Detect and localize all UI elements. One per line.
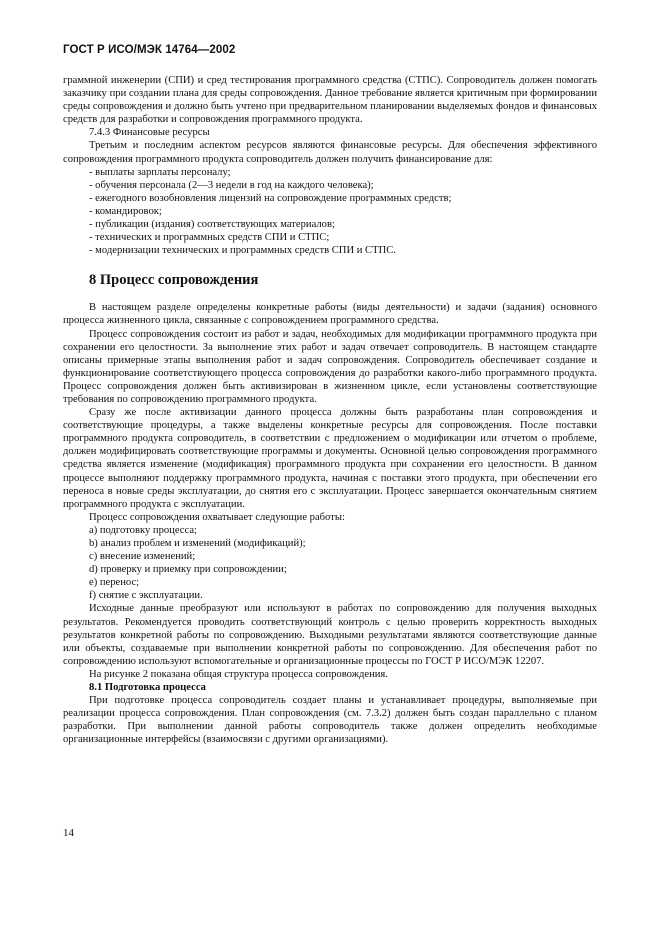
page-number: 14 [63,827,74,839]
document-header: ГОСТ Р ИСО/МЭК 14764—2002 [63,44,236,56]
list-item: а) подготовку процесса; [89,524,197,536]
finance-list [63,166,597,258]
list-item: - выплаты зарплаты персоналу; [89,166,231,178]
list-item: - публикации (издания) соответствующих материалов; [89,219,335,231]
continued-paragraph: граммной инженерии (СПИ) и сред тестирования программного средства (СТПС). Сопроводитель должен помогать заказчику при создании плана для среды сопровождения. Данное требование является критичным при формировании среды сопровождения и должно быть учтено при предварительном планировании выделяемых фондов и финансовых средств для разработки и сопровождения программного продукта. [63,75,597,126]
process-activities-list [63,524,597,603]
finance-paragraph: Третьим и последним аспектом ресурсов являются финансовые ресурсы. Для обеспечения эффективного сопровождения программного продукта сопроводитель должен получить финансирование для: [63,140,597,165]
section-8-paragraph: Сразу же после активизации данного процесса должны быть разработаны план сопровождения и соответствующие процедуры, а также выделены конкретные ресурсы для сопровождения. После поставки программного продукта сопроводитель, в соответствии с предложением о модификации или отчетом о проблеме, должен модифицировать соответствующие программы и документы. Основной целью сопровождения программного средства является изменение (модификация) программного продукта при сохранении его целостности. В данном процессе выполняют поддержку программного продукта, начиная с поставки этого продукта, при обеспечении его переноса в новые среды эксплуатации, до снятия его с эксплуатации. Процесс завершается окончательным снятием программного продукта с эксплуатации. [63,407,597,510]
list-item: b) анализ проблем и изменений (модификаций); [89,538,306,549]
section-heading-8: 8 Процесс сопровождения [89,272,259,289]
subsection-heading-7-4-3: 7.4.3 Финансовые ресурсы [89,127,210,139]
list-item: с) внесение изменений; [89,551,196,563]
list-item: - обучения персонала (2—3 недели в год на каждого человека); [89,179,374,191]
section-8-paragraph: На рисунке 2 показана общая структура процесса сопровождения. [89,668,388,680]
list-item: - модернизации технических и программных средств СПИ и СТПС. [89,245,396,257]
section-8-paragraph: Процесс сопровождения состоит из работ и задач, необходимых для модификации программного продукта при сохранении его целостности. За выполнение этих работ и задач отвечает сопроводитель. В настоящем стандарте описаны примерные этапы выполнения работ и задач сопровождения. Сопроводитель обеспечивает создание и функционирование соответствующего процесса сопровождения до разработки какого-либо программного продукта. Процесс сопровождения должен быть активизирован в жизненном цикле, если установлены соответствующие требования по сопровождению программного продукта. [63,328,597,405]
list-item: f) снятие с эксплуатации. [89,590,203,602]
list-item: - технических и программных средств СПИ и СТПС; [89,232,330,244]
section-heading-8-1: 8.1 Подготовка процесса [89,682,206,694]
list-item: е) перенос; [89,577,140,589]
section-8-paragraph: Процесс сопровождения охватывает следующие работы: [89,511,345,523]
list-item: - ежегодного возобновления лицензий на сопровождение программных средств; [89,192,452,204]
list-item: d) проверку и приемку при сопровождении; [89,564,287,576]
list-item: - командировок; [89,205,162,217]
section-8-paragraph: Исходные данные преобразуют или используют в работах по сопровождению для получения выходных результатов. Рекомендуется проводить соответствующий контроль с целью проверить корректность выходных результатов конкретной работы по сопровождению. Выходными результатами являются соответствующие данные или объекты, создаваемые при выполнении конкретной работы по сопровождению. Для обеспечения работ по сопровождению используют вспомогательные и организационные процессы по ГОСТ Р ИСО/МЭК 12207. [63,603,597,667]
section-8-1-paragraph: При подготовке процесса сопроводитель создает планы и устанавливает процедуры, выполняемые при реализации процесса сопровождения. План сопровождения (см. 7.3.2) должен быть создан параллельно с планом разработки. При выполнении данной работы сопроводитель также должен определить необходимые организационные интерфейсы (взаимосвязи с другими организациями). [63,695,597,746]
page-content [63,74,597,747]
section-8-paragraph: В настоящем разделе определены конкретные работы (виды деятельности) и задачи (задания) основного процесса жизненного цикла, связанные с сопровождением программного средства. [63,302,597,327]
